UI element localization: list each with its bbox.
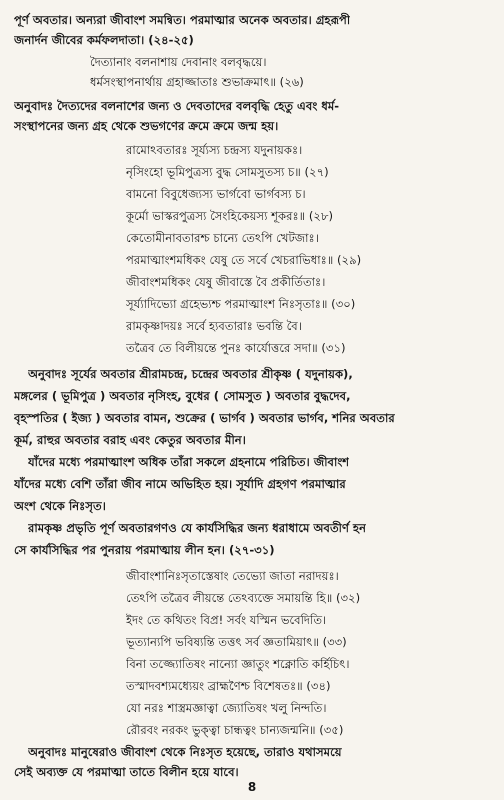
translation-line-6: কূর্ম, রাহুর অবতার বরাহ এবং কেতুর অবতার মীন। xyxy=(14,433,246,447)
verse-line-35a: যো নরঃ শাস্ত্রমজ্ঞাত্বা জ্যোতিষং খলু নিন্দতি। xyxy=(126,701,327,715)
verse-line-32b: তেঽপি তত্রৈব লীয়ন্তে তেঽব্যক্তে সমায়ন্তি হি॥ (৩২) xyxy=(126,591,361,605)
translation-line-2: সংস্থাপনের জন্য গ্রহ থেকে শুভগণের ক্রমে ক্রমে জন্ম হয়। xyxy=(14,119,279,133)
verse-line-27b: নৃসিংহো ভূমিপুত্রস্য বুদ্ধ সোমসুতস্য চ॥ (২৭) xyxy=(126,165,329,179)
verse-line-34a: বিনা তজ্জ্যোতিষং নান্যো জ্ঞাতুং শক্নোতি কর্হিচিৎ। xyxy=(126,657,350,671)
translation-line-5: বৃহস্পতির ( ইজ্য ) অবতার বামন, শুক্রের ( ভার্গব ) অবতার ভার্গব, শনির অবতার xyxy=(14,411,395,425)
text-line-2: জনার্দন জীবের কর্মফলদাতা। (২৪-২৫) xyxy=(14,33,194,47)
translation-line-13: সেই অব্যক্ত যে পরমাত্মা তাতে বিলীন হয়ে যাবে। xyxy=(14,765,239,779)
verse-line-32a: জীবাংশানিঃসৃতাস্তেষাং তেভ্যো জাতা নরাদয়ঃ। xyxy=(126,569,339,583)
verse-line-28b: কূর্মো ভাস্করপুত্রস্য সৈংহিকেয়স্য শূকরঃ॥ (২৮) xyxy=(126,209,334,223)
verse-line-31b: তত্রৈব তে বিলীয়ন্তে পুনঃ কার্যোত্তরে সদা॥ (৩১) xyxy=(126,341,346,355)
translation-line-7: যাঁদের মধ্যে পরমাত্মাংশ অধিক তাঁরা সকলে গ্রহনামে পরিচিত। জীবাংশ xyxy=(28,455,350,469)
translation-line-10: রামকৃষ্ণ প্রভৃতি পূর্ণ অবতারগণও যে কার্যসিদ্ধির জন্য ধরাধামে অবতীর্ণ হন xyxy=(28,521,367,535)
translation-line-4: মঙ্গলের ( ভূমিপুত্র ) অবতার নৃসিংহ, বুধের ( সোমসুত ) অবতার বুদ্ধদেব, xyxy=(14,389,351,403)
text-line-1: পূর্ণ অবতার। অন্যরা জীবাংশ সমন্বিত। পরমাত্মার অনেক অবতার। গ্রহরূপী xyxy=(14,13,351,27)
translation-line-11: সে কার্যসিদ্ধির পর পুনরায় পরমাত্মায় লীন হন। (২৭-৩১) xyxy=(14,543,275,557)
verse-line-26b: ধর্মসংস্থাপনার্থায় গ্রহাজ্জাতাঃ শুভাক্রমাৎ॥ (২৬) xyxy=(90,75,304,89)
verse-line-28a: বামনো বিবুধেজ্যস্য ভার্গবো ভার্গবস্য চ। xyxy=(126,187,306,201)
verse-line-33a: ইদং তে কথিতং বিপ্র! সর্বং যস্মিন ভবেদিতি। xyxy=(126,613,327,627)
translation-line-12: অনুবাদঃ মানুষেরাও জীবাংশ থেকে নিঃসৃত হয়েছে, তারাও যথাসময়ে xyxy=(28,745,342,759)
page-number: 8 xyxy=(247,780,257,794)
verse-line-27a: রামোঽবতারঃ সূর্য্যস্য চন্দ্রস্য যদুনায়কঃ। xyxy=(126,143,303,157)
verse-line-26a: দৈত্যানাং বলনাশায় দেবানাং বলবৃদ্ধয়ে। xyxy=(90,55,267,69)
verse-line-29a: কেতোমীনাবতারশ্চ চান্যে তেঽপি খেটজাঃ। xyxy=(126,231,319,245)
verse-line-30a: জীবাংশমধিকং যেষু জীবাস্তে বৈ প্রকীর্তিতাঃ। xyxy=(126,275,326,289)
verse-line-31a: রামকৃষ্ণাদয়ঃ সর্বে হ্যবতারাঃ ভবন্তি বৈ। xyxy=(126,319,302,333)
translation-line-1: অনুবাদঃ দৈত্যদের বলনাশের জন্য ও দেবতাদের বলবৃদ্ধি হেতু এবং ধর্ম- xyxy=(14,99,340,113)
translation-line-9: অংশ থেকে নিঃসৃত। xyxy=(14,499,106,513)
translation-line-8: যাঁদের মধ্যে বেশি তাঁরা জীব নামে অভিহিত হয়। সূর্যাদি গ্রহগণ পরমাত্মার xyxy=(14,477,346,491)
verse-line-30b: সূর্য্যাদিভ্যো গ্রহেভ্যশ্চ পরমাত্মাংশ নিঃসৃতাঃ॥ (৩০) xyxy=(126,297,356,311)
verse-line-35b: রৌরবং নরকং ভুক্ত্বা চান্ধত্বং চান্যজন্মনি॥ (৩৫) xyxy=(126,723,344,737)
verse-line-33b: ভূত্যান্যপি ভবিষ্যন্তি তত্তৎ সর্ব জ্ঞতামিয়াৎ॥ (৩৩) xyxy=(126,635,347,649)
verse-line-29b: পরমাত্মাংশমধিকং যেষু তে সর্বে খেচরাভিধাঃ॥ (২৯) xyxy=(126,253,362,267)
verse-line-34b: তস্মাদবশ্যমধ্যেয়ং ব্রাহ্মণৈশ্চ বিশেষতঃ॥ (৩৪) xyxy=(126,679,331,693)
translation-line-3: অনুবাদঃ সূর্যের অবতার শ্রীরামচন্দ্র, চন্দ্রের অবতার শ্রীকৃষ্ণ ( যদুনায়ক), xyxy=(28,367,353,381)
